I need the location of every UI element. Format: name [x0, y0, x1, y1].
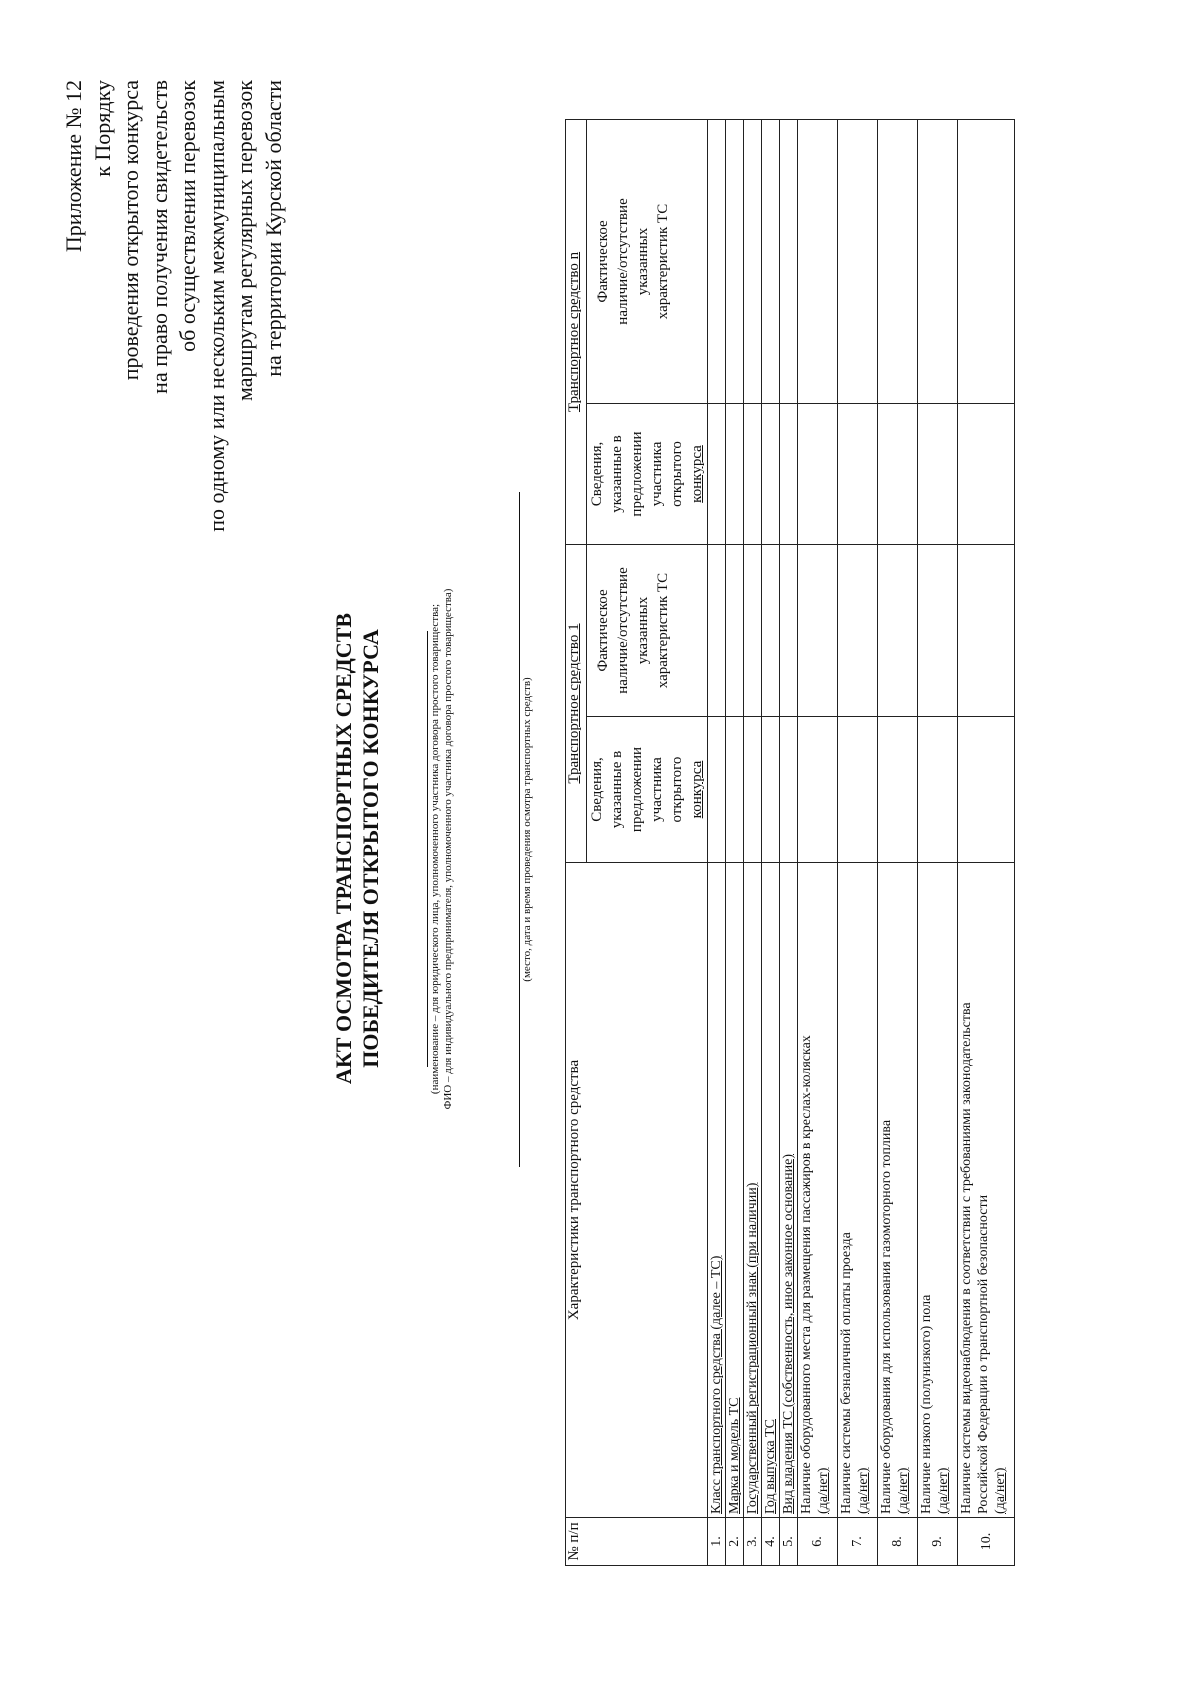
header-info-line: участника: [649, 441, 665, 507]
header-vehicle-1: Транспортное средство 1: [566, 544, 587, 862]
cell-fact-1[interactable]: [958, 544, 1015, 716]
place-fill-line[interactable]: [519, 492, 520, 1167]
row-number: 2.: [726, 1518, 744, 1566]
name-caption: [429, 588, 455, 1110]
appendix-line: по одному или нескольким межмуниципальным: [203, 80, 229, 532]
cell-fact-n[interactable]: [798, 119, 838, 403]
row-number: 7.: [838, 1518, 878, 1566]
cell-fact-n[interactable]: [744, 119, 762, 403]
row-text-line: (да/нет): [816, 1467, 831, 1514]
row-number: 9.: [918, 1518, 958, 1566]
header-fact-line: указанных: [635, 596, 651, 665]
header-num: № п/п: [566, 1518, 708, 1566]
row-text-line: (да/нет): [936, 1467, 951, 1514]
place-caption: (место, дата и время проведения осмотра транспортных средств): [521, 677, 533, 982]
cell-info-1[interactable]: [878, 717, 918, 863]
row-number: 4.: [762, 1518, 780, 1566]
row-text-line: Наличие оборудованного места для размещения пассажиров в креслах-колясках: [799, 1035, 814, 1514]
cell-info-1[interactable]: [726, 717, 744, 863]
table-row: [798, 119, 838, 1565]
row-text-line: Марка и модель ТС: [727, 1397, 742, 1514]
row-number: 8.: [878, 1518, 918, 1566]
header-info-line: открытого: [669, 756, 685, 823]
cell-info-1[interactable]: [744, 717, 762, 863]
cell-info-n[interactable]: [798, 403, 838, 544]
appendix-line: Приложение № 12: [61, 80, 86, 253]
header-fact-line: наличие/отсутствие: [615, 198, 631, 325]
table-row: [958, 119, 1015, 1565]
cell-info-1[interactable]: [762, 717, 780, 863]
cell-info-1[interactable]: [780, 717, 798, 863]
header-info-line: предложении: [629, 431, 645, 517]
row-text-line: Российской Федерации о транспортной безопасности: [976, 1194, 991, 1514]
table-row: [918, 119, 958, 1565]
cell-fact-n[interactable]: [878, 119, 918, 403]
row-text: [878, 863, 918, 1518]
cell-info-1[interactable]: [708, 717, 726, 863]
cell-fact-n[interactable]: [838, 119, 878, 403]
table-row: [780, 119, 798, 1565]
header-fact-1: [587, 544, 708, 716]
header-info-line: Сведения,: [589, 757, 605, 822]
row-text-line: (да/нет): [856, 1467, 871, 1514]
row-text: [762, 863, 780, 1518]
row-text-line: (да/нет): [993, 1467, 1008, 1514]
header-fact-line: Фактическое: [595, 220, 611, 303]
header-vehicle-n: Транспортное средство n: [566, 119, 587, 544]
row-text: [744, 863, 762, 1518]
appendix-block: [60, 80, 288, 532]
header-info-line: указанные в: [609, 750, 625, 829]
cell-fact-1[interactable]: [780, 544, 798, 716]
row-number: 10.: [958, 1518, 1015, 1566]
row-text-line: Государственный регистрационный знак (при наличии): [745, 1182, 760, 1514]
table-row: [838, 119, 878, 1565]
header-fact-line: характеристик ТС: [655, 572, 671, 689]
name-fill-line[interactable]: [427, 631, 428, 1067]
inspection-table: [565, 119, 1015, 1566]
cell-fact-n[interactable]: [780, 119, 798, 403]
appendix-line: об осуществлении перевозок: [175, 80, 200, 352]
header-fact-n: [587, 119, 708, 403]
cell-info-n[interactable]: [762, 403, 780, 544]
header-fact-line: указанных: [635, 227, 651, 296]
table-row: [708, 119, 726, 1565]
cell-info-1[interactable]: [958, 717, 1015, 863]
cell-fact-1[interactable]: [878, 544, 918, 716]
cell-fact-1[interactable]: [708, 544, 726, 716]
title-line-2: ПОБЕДИТЕЛЯ ОТКРЫТОГО КОНКУРСА: [358, 629, 383, 1068]
header-info-line: указанные в: [609, 435, 625, 513]
row-text-line: Наличие системы видеонаблюдения в соответствии с требованиями законодательства: [959, 1002, 974, 1514]
header-info-n: [587, 403, 708, 544]
cell-info-n[interactable]: [958, 403, 1015, 544]
cell-fact-1[interactable]: [798, 544, 838, 716]
cell-info-n[interactable]: [780, 403, 798, 544]
row-number: 5.: [780, 1518, 798, 1566]
cell-info-n[interactable]: [708, 403, 726, 544]
header-info-line: предложении: [629, 746, 645, 833]
header-characteristics: Характеристики транспортного средства: [566, 863, 708, 1518]
row-text: [838, 863, 878, 1518]
cell-fact-1[interactable]: [838, 544, 878, 716]
row-number: 1.: [708, 1518, 726, 1566]
appendix-line: на право получения свидетельств: [146, 80, 172, 394]
appendix-line: маршрутам регулярных перевозок: [232, 80, 257, 402]
cell-info-n[interactable]: [878, 403, 918, 544]
row-text: [918, 863, 958, 1518]
cell-info-n[interactable]: [918, 403, 958, 544]
cell-fact-1[interactable]: [762, 544, 780, 716]
cell-info-n[interactable]: [838, 403, 878, 544]
row-text-line: Год выпуска ТС: [763, 1419, 778, 1514]
row-text-line: Наличие оборудования для использования газомоторного топлива: [879, 1119, 894, 1514]
row-text: [798, 863, 838, 1518]
header-fact-line: наличие/отсутствие: [615, 567, 631, 694]
row-text: [958, 863, 1015, 1518]
name-caption-line-2: ФИО – для индивидуального предпринимателя, уполномоченного участника договора простого товарищества): [442, 588, 454, 1110]
row-text: [780, 863, 798, 1518]
header-fact-line: характеристик ТС: [655, 203, 671, 320]
row-text-line: Наличие системы безналичной оплаты проезда: [839, 1232, 854, 1514]
document-title: [330, 0, 384, 1697]
cell-fact-1[interactable]: [744, 544, 762, 716]
appendix-line: проведения открытого конкурса: [118, 80, 143, 381]
cell-fact-1[interactable]: [918, 544, 958, 716]
header-info-line: Сведения,: [589, 441, 605, 507]
cell-fact-n[interactable]: [918, 119, 958, 403]
row-number: 3.: [744, 1518, 762, 1566]
cell-info-1[interactable]: [838, 717, 878, 863]
cell-info-1[interactable]: [798, 717, 838, 863]
row-text-line: Вид владения ТС (собственность, иное законное основание): [781, 1154, 796, 1514]
row-text-line: Класс транспортного средства (далее – ТС): [709, 1255, 724, 1514]
cell-info-n[interactable]: [744, 403, 762, 544]
header-info-1: [587, 717, 708, 863]
appendix-line: на территории Курской области: [260, 80, 286, 377]
header-fact-line: Фактическое: [595, 589, 611, 672]
cell-fact-n[interactable]: [726, 119, 744, 403]
cell-fact-n[interactable]: [958, 119, 1015, 403]
name-caption-line-1: (наименование – для юридического лица, уполномоченного участника договора простого товарищества;: [429, 603, 441, 1095]
cell-fact-n[interactable]: [708, 119, 726, 403]
cell-fact-n[interactable]: [762, 119, 780, 403]
row-text: [726, 863, 744, 1518]
appendix-line: к Порядку: [89, 80, 115, 177]
header-info-line: открытого: [669, 441, 685, 507]
header-info-line: конкурса: [689, 760, 705, 819]
row-text-line: Наличие низкого (полунизкого) пола: [919, 1294, 934, 1514]
row-number: 6.: [798, 1518, 838, 1566]
cell-info-1[interactable]: [918, 717, 958, 863]
title-line-1: АКТ ОСМОТРА ТРАНСПОРТНЫХ СРЕДСТВ: [331, 612, 356, 1085]
row-text: [708, 863, 726, 1518]
table-row: [744, 119, 762, 1565]
table-row: [726, 119, 744, 1565]
table-row: [878, 119, 918, 1565]
cell-info-n[interactable]: [726, 403, 744, 544]
header-info-line: участника: [649, 757, 665, 822]
table-row: [762, 119, 780, 1565]
row-text-line: (да/нет): [896, 1467, 911, 1514]
cell-fact-1[interactable]: [726, 544, 744, 716]
header-info-line: конкурса: [689, 445, 705, 503]
